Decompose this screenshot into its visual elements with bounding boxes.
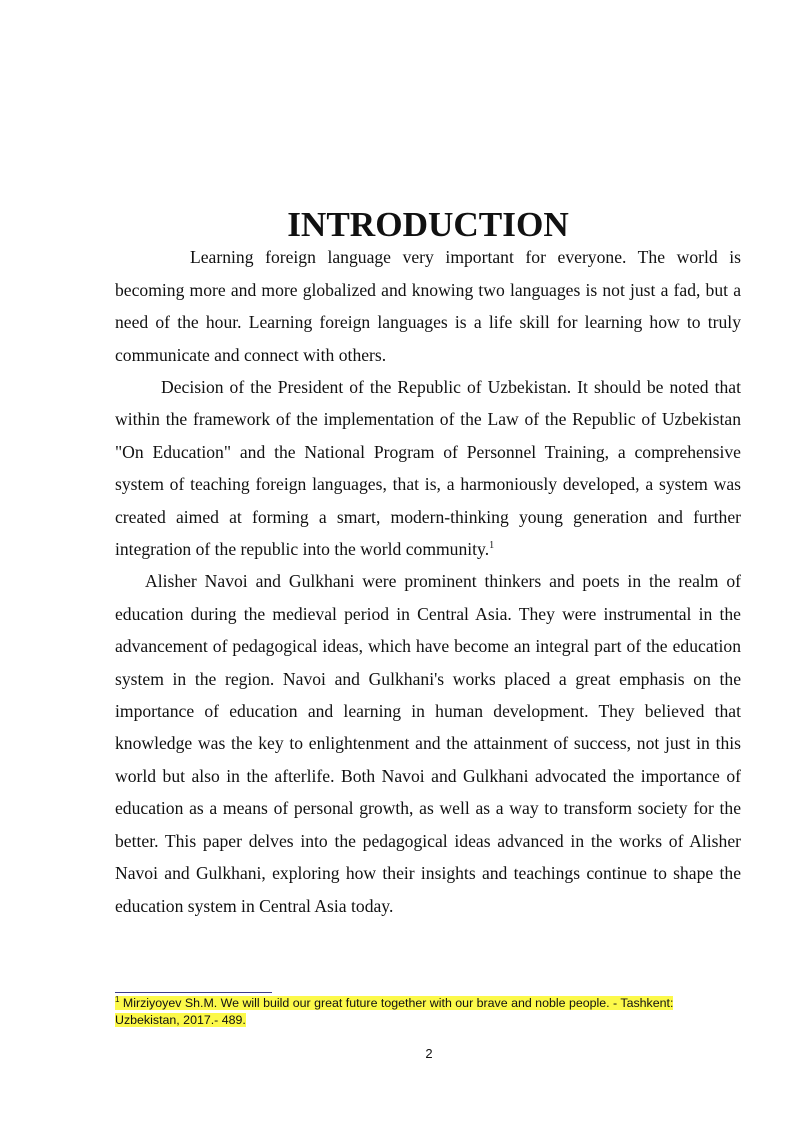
page-number: 2 [425,1046,433,1061]
footnote-text: Mirziyoyev Sh.M. We will build our great future together with our brave and noble people. - Tashkent: Uzbekistan, 2017.- 489. [115,996,674,1027]
footnote-marker: 1 [115,994,120,1004]
footnote-highlight [115,996,673,1027]
paragraph-2 [115,371,741,565]
paragraph-1-text: Learning foreign language very important for everyone. The world is becoming more and more globalized and knowing two languages is not just a fad, but a need of the hour. Learning foreign languages is a life skill for learning how to truly communicate and connect with others. [115,247,741,365]
footnote-separator [115,992,272,993]
footnote-reference[interactable]: 1 [489,540,495,552]
footnote [115,995,741,1029]
paragraph-3 [115,565,741,921]
paragraph-1 [115,241,741,371]
page-title: INTRODUCTION [287,205,569,244]
main-text [115,205,741,922]
paragraph-2-text: Decision of the President of the Republic of Uzbekistan. It should be noted that within the framework of the implementation of the Law of the Republic of Uzbekistan "On Education" and the National Program of Personnel Training, a comprehensive system of teaching foreign languages, that is, a harmoniously developed, a system was created aimed at forming a smart, modern-thinking young generation and further integration of the republic into the world community. [115,377,741,560]
paragraph-3-text: Alisher Navoi and Gulkhani were prominent thinkers and poets in the realm of education during the medieval period in Central Asia. They were instrumental in the advancement of pedagogical ideas, which have become an integral part of the education system in the region. Navoi and Gulkhani's works placed a great emphasis on the importance of education and learning in human development. They believed that knowledge was the key to enlightenment and the attainment of success, not just in this world but also in the afterlife. Both Navoi and Gulkhani advocated the importance of education as a means of personal growth, as well as a way to transform society for the better. This paper delves into the pedagogical ideas advanced in the works of Alisher Navoi and Gulkhani, exploring how their insights and teachings continue to shape the education system in Central Asia today. [115,571,741,916]
